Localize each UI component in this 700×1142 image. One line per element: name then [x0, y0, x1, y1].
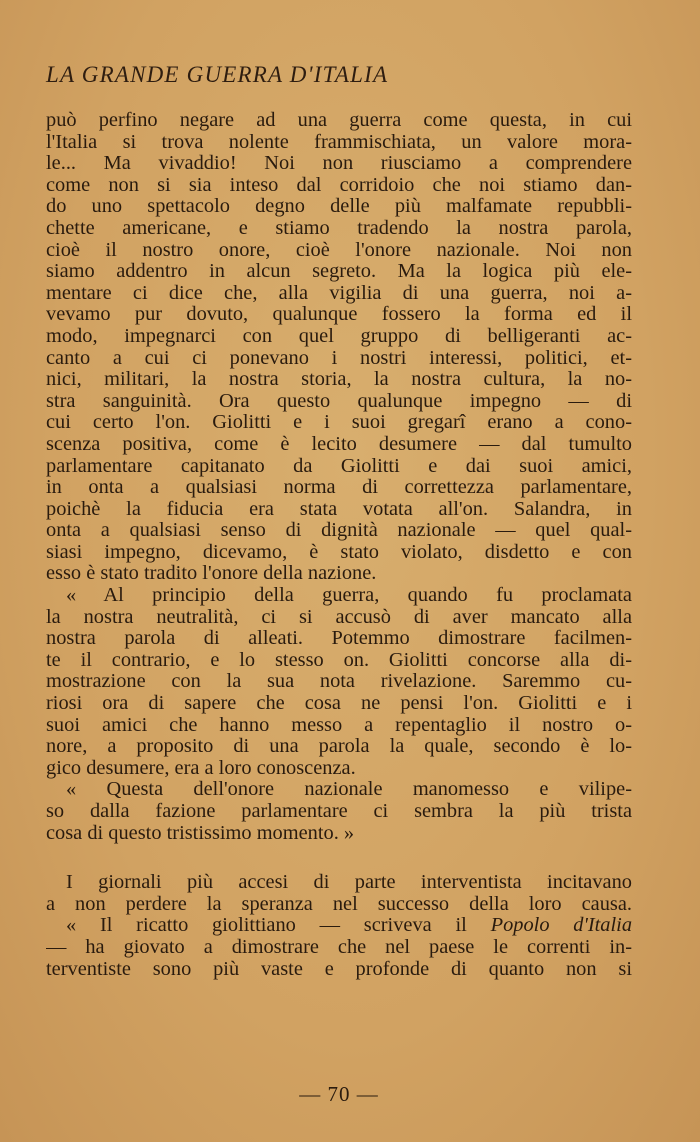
text-line: a non perdere la speranza nel successo della loro causa. [46, 893, 632, 915]
text-fragment: « Il ricatto giolittiano — scriveva il [66, 915, 467, 937]
text-line: mentare ci dice che, alla vigilia di una guerra, noi a- [46, 282, 632, 304]
text-line: « Al principio della guerra, quando fu proclamata [66, 585, 632, 607]
text-line: so dalla fazione parlamentare ci sembra la più trista [46, 801, 632, 822]
text-line: esso è stato tradito l'onore della nazione. [46, 563, 377, 585]
text-line: la nostra neutralità, ci si accusò di aver mancato alla [46, 606, 632, 628]
text-line: « Questa dell'onore nazionale manomesso e vilipe- [66, 779, 632, 801]
text-line: cui certo l'on. Giolitti e i suoi gregarî erano a cono- [46, 412, 632, 434]
body-text [46, 110, 632, 980]
newspaper-title: Popolo d'Italia [490, 915, 632, 937]
text-line: gico desumere, era a loro conoscenza. [46, 757, 356, 779]
text-line: terventiste sono più vaste e profonde di quanto non si [46, 958, 632, 980]
text-line: canto a cui ci ponevano i nostri interessi, politici, et- [46, 347, 632, 369]
text-line: nore, a proposito di una parola la quale, secondo è lo- [46, 736, 632, 758]
text-line [46, 915, 632, 937]
text-line: nostra parola di alleati. Potemmo dimostrare facilmen- [46, 628, 632, 650]
running-head: LA GRANDE GUERRA D'ITALIA [46, 62, 389, 87]
text-line: vevamo pur dovuto, qualunque fossero la forma ed il [46, 304, 632, 326]
text-line: parlamentare capitanato da Giolitti e dai suoi amici, [46, 455, 632, 477]
text-line: cioè il nostro onore, cioè l'onore nazionale. Noi non [46, 239, 632, 261]
text-line: siamo addentro in alcun segreto. Ma la logica più ele- [46, 261, 632, 283]
text-line: poichè la fiducia era stata votata all'on. Salandra, in [46, 498, 632, 520]
text-line: come non si sia inteso dal corridoio che noi stiamo dan- [46, 174, 632, 196]
text-line: I giornali più accesi di parte interventista incitavano [66, 872, 632, 894]
paragraph-gap [46, 844, 632, 872]
page-number: — 70 — [299, 1082, 379, 1106]
text-line: te il contrario, e lo stesso on. Giolitti concorse alla di- [46, 649, 632, 671]
text-line: in onta a qualsiasi norma di correttezza parlamentare, [46, 477, 632, 499]
text-line: scenza positiva, come è lecito desumere — dal tumulto [46, 433, 632, 455]
text-line: — ha giovato a dimostrare che nel paese le correnti in- [46, 936, 632, 958]
book-page [46, 52, 632, 1132]
text-line: l'Italia si trova nolente frammischiata, un valore mora- [46, 131, 632, 153]
text-line: modo, impegnarci con quel gruppo di belligeranti ac- [46, 325, 632, 347]
text-line: riosi ora di sapere che cosa ne pensi l'on. Giolitti e i [46, 693, 632, 715]
text-line: suoi amici che hanno messo a repentaglio il nostro o- [46, 714, 632, 736]
text-line: cosa di questo tristissimo momento. » [46, 822, 355, 844]
text-line: le... Ma vivaddio! Noi non riusciamo a comprendere [46, 153, 632, 175]
text-line: chette americane, e stiamo tradendo la nostra parola, [46, 217, 632, 239]
text-line: può perfino negare ad una guerra come questa, in cui [46, 110, 632, 131]
text-line: siasi impegno, dicevamo, è stato violato, disdetto e con [46, 541, 632, 563]
text-line: nici, militari, la nostra storia, la nostra cultura, la no- [46, 369, 632, 391]
text-line: mostrazione con la sua nota rivelazione. Saremmo cu- [46, 671, 632, 693]
text-line: stra sanguinità. Ora questo qualunque impegno — di [46, 390, 632, 412]
text-line: do uno spettacolo degno delle più malfamate repubbli- [46, 196, 632, 218]
text-line: onta a qualsiasi senso di dignità nazionale — quel qual- [46, 520, 632, 542]
